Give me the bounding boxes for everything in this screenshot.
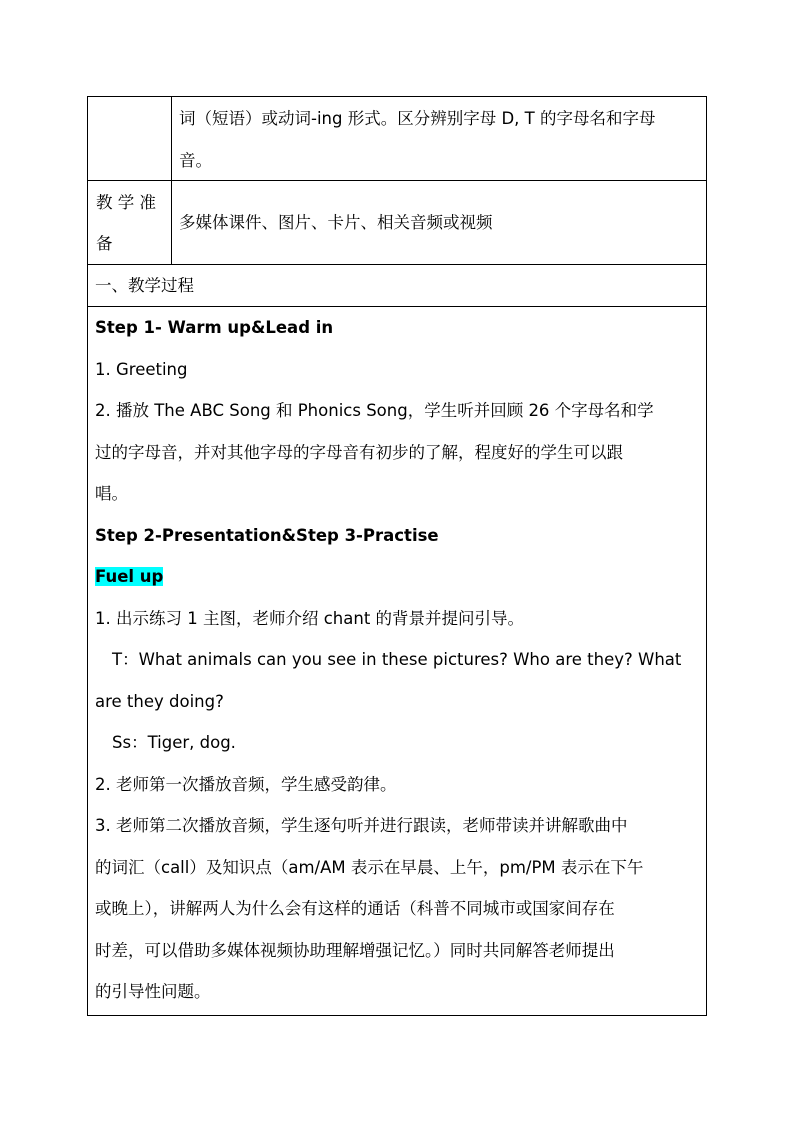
steps-cell (88, 307, 707, 1015)
fuel-up-highlight: Fuel up (95, 567, 164, 586)
step1-item2-line-1: 2. 播放 The ABC Song 和 Phonics Song，学生听并回顾 26 个字母名和学 (95, 401, 654, 420)
row1-content-cell (172, 97, 707, 180)
fuel-up-item3-line-4: 时差，可以借助多媒体视频协助理解增强记忆。）同时共同解答老师提出 (95, 940, 615, 960)
preparation-content-cell (172, 181, 707, 264)
fuel-up-item3-line-5: 的引导性问题。 (95, 982, 211, 1001)
step1-title: Step 1- Warm up&Lead in (95, 318, 334, 337)
teacher-question-line-2: are they doing? (95, 691, 224, 711)
row1-line-1: 词（短语）或动词-ing 形式。区分辨别字母 D, T 的字母名和字母 (179, 109, 656, 128)
row-teaching-steps (88, 307, 707, 1016)
students-answer: Ss：Tiger, dog. (112, 733, 236, 752)
fuel-up-item2: 2. 老师第一次播放音频，学生感受韵律。 (95, 774, 397, 794)
process-heading: 一、教学过程 (95, 276, 194, 295)
greeting-item: 1. Greeting (95, 359, 188, 379)
step1-item2-line-2: 过的字母音，并对其他字母的字母音有初步的了解，程度好的学生可以跟 (95, 442, 623, 462)
preparation-label-line-2: 备 (96, 234, 113, 253)
process-heading-cell (88, 265, 707, 306)
row1-line-2: 音。 (179, 150, 212, 170)
preparation-label-cell (88, 181, 172, 264)
teacher-question-line-1: T：What animals can you see in these pictures? Who are they? What (112, 650, 682, 669)
preparation-label-line-1: 教 学 准 (96, 193, 156, 212)
row-teaching-preparation (88, 181, 707, 265)
lesson-plan-table (87, 96, 707, 1016)
step1-item2-line-3: 唱。 (95, 484, 128, 503)
row-teaching-process-heading (88, 265, 707, 307)
step2-title: Step 2-Presentation&Step 3-Practise (95, 525, 439, 545)
preparation-content: 多媒体课件、图片、卡片、相关音频或视频 (179, 212, 493, 232)
row-continued-objectives (88, 97, 707, 181)
fuel-up-item1: 1. 出示练习 1 主图，老师介绍 chant 的背景并提问引导。 (95, 608, 525, 628)
fuel-up-item3-line-2: 的词汇（call）及知识点（am/AM 表示在早晨、上午，pm/PM 表示在下午 (95, 857, 644, 877)
fuel-up-line (88, 556, 706, 598)
fuel-up-item3-line-3: 或晚上），讲解两人为什么会有这样的通话（科普不同城市或国家间存在 (95, 899, 615, 918)
fuel-up-item3-line-1: 3. 老师第二次播放音频，学生逐句听并进行跟读，老师带读并讲解歌曲中 (95, 816, 628, 835)
row1-label-cell (88, 97, 172, 180)
